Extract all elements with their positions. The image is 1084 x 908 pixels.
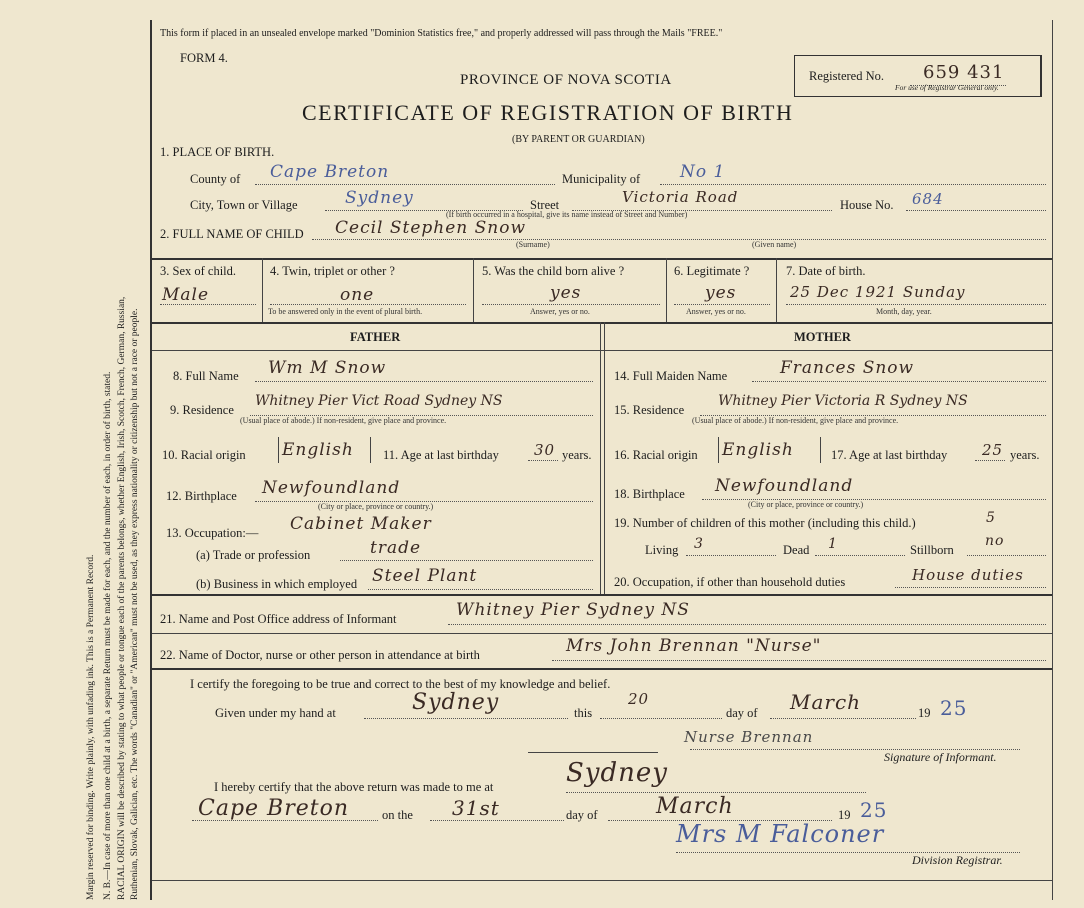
doctor-value: Mrs John Brennan "Nurse"	[566, 636, 822, 656]
house-no-label: House No.	[840, 198, 894, 212]
county-value: Cape Breton	[270, 162, 390, 182]
father-birthplace-note: (City or place, province or country.)	[318, 502, 434, 511]
stillborn-value: no	[985, 533, 1005, 549]
given-day-value: 20	[628, 690, 650, 708]
signature-of-informant-label: Signature of Informant.	[884, 750, 997, 764]
date-of-birth-value: 25 Dec 1921 Sunday	[790, 283, 966, 301]
mother-occupation-label: 20. Occupation, if other than household duties	[614, 575, 846, 589]
informant-value: Whitney Pier Sydney NS	[456, 600, 690, 620]
sex-label: 3. Sex of child.	[160, 264, 237, 278]
mother-age-value: 25	[982, 441, 1004, 459]
form-number: FORM 4.	[180, 51, 228, 65]
mother-age-label: 17. Age at last birthday	[831, 448, 948, 462]
day-of-label-2: day of	[566, 808, 598, 822]
mother-name-value: Frances Snow	[780, 358, 915, 378]
mother-residence-note: (Usual place of abode.) If non-resident, give place and province.	[692, 416, 899, 425]
father-business-label: (b) Business in which employed	[196, 577, 358, 591]
father-age-value: 30	[534, 441, 556, 459]
given-place-value: Sydney	[412, 690, 500, 715]
legitimate-note: Answer, yes or no.	[686, 307, 746, 316]
registration-number-box	[794, 55, 1042, 97]
father-heading: FATHER	[350, 330, 401, 344]
doctor-label: 22. Name of Doctor, nurse or other person in attendance at birth	[160, 648, 480, 662]
father-racial-value: English	[282, 440, 354, 460]
registration-year-prefix: 19	[838, 808, 851, 822]
father-residence-value: Whitney Pier Vict Road Sydney NS	[255, 393, 503, 409]
father-age-label: 11. Age at last birthday	[383, 448, 499, 462]
stillborn-label: Stillborn	[910, 543, 954, 557]
registrar-signature: Mrs M Falconer	[676, 820, 885, 848]
informant-label: 21. Name and Post Office address of Informant	[160, 612, 397, 626]
mother-occupation-value: House duties	[912, 566, 1024, 584]
legitimate-value: yes	[705, 283, 737, 303]
certification-text: I certify the foregoing to be true and correct to the best of my knowledge and belief.	[190, 677, 611, 691]
registrar-use-note: For use of Registrar General only.	[895, 83, 999, 92]
house-no-value: 684	[912, 190, 944, 208]
mother-residence-value: Whitney Pier Victoria R Sydney NS	[718, 393, 968, 409]
father-residence-label: 9. Residence	[170, 403, 234, 417]
mother-racial-value: English	[722, 440, 794, 460]
father-business-value: Steel Plant	[372, 566, 478, 586]
living-value: 3	[694, 536, 704, 552]
surname-note: (Surname)	[516, 240, 550, 249]
father-name-label: 8. Full Name	[173, 369, 239, 383]
street-label: Street	[530, 198, 560, 212]
registered-no-label: Registered No.	[809, 69, 884, 83]
page-title: CERTIFICATE OF REGISTRATION OF BIRTH	[302, 100, 794, 125]
living-label: Living	[645, 543, 679, 557]
mother-name-label: 14. Full Maiden Name	[614, 369, 728, 383]
mother-heading: MOTHER	[794, 330, 851, 344]
twin-value: one	[340, 285, 375, 305]
father-trade-value: trade	[370, 538, 422, 558]
father-name-value: Wm M Snow	[268, 358, 387, 378]
registrar-certify-text: I hereby certify that the above return was made to me at	[214, 780, 494, 794]
registration-day-value: 31st	[452, 796, 500, 820]
registration-month-value: March	[656, 794, 734, 819]
municipality-label: Municipality of	[562, 172, 641, 186]
registration-county-value: Cape Breton	[198, 796, 350, 821]
father-occupation-value: Cabinet Maker	[290, 514, 432, 534]
date-of-birth-note: Month, day, year.	[876, 307, 932, 316]
given-year-value: 25	[940, 696, 968, 720]
mother-racial-label: 16. Racial origin	[614, 448, 698, 462]
dead-value: 1	[828, 536, 838, 552]
mother-age-years: years.	[1010, 448, 1040, 462]
dead-label: Dead	[783, 543, 810, 557]
father-birthplace-label: 12. Birthplace	[166, 489, 237, 503]
given-month-value: March	[790, 690, 862, 714]
alive-note: Answer, yes or no.	[530, 307, 590, 316]
mother-birthplace-value: Newfoundland	[715, 476, 854, 496]
twin-note: To be answered only in the event of plural birth.	[268, 307, 423, 316]
child-name-value: Cecil Stephen Snow	[335, 218, 527, 238]
subtitle: (BY PARENT OR GUARDIAN)	[512, 134, 645, 145]
right-border	[1052, 20, 1053, 900]
twin-label: 4. Twin, triplet or other ?	[270, 264, 395, 278]
division-registrar-label: Division Registrar.	[912, 853, 1003, 867]
alive-label: 5. Was the child born alive ?	[482, 264, 625, 278]
city-value: Sydney	[345, 188, 414, 208]
city-label: City, Town or Village	[190, 198, 298, 212]
mother-birthplace-note: (City or place, province or country.)	[748, 500, 864, 509]
county-label: County of	[190, 172, 241, 186]
registration-year-value: 25	[860, 798, 888, 822]
day-of-label: day of	[726, 706, 758, 720]
given-under-label: Given under my hand at	[215, 706, 336, 720]
place-of-birth-heading: 1. PLACE OF BIRTH.	[160, 145, 275, 159]
margin-note-binding: Margin reserved for binding. Write plainly, with unfading ink. This is a Permanent Record.	[86, 554, 96, 900]
given-year-prefix: 19	[918, 706, 931, 720]
margin-note-racial-origin-cont: Ruthenian, Slovak, Galician, etc. The words "Canadian" or "American" must not be used, as they express nationality or citizenship but not a race or people.	[130, 308, 140, 900]
margin-note-multiple-births: N. B.—In case of more than one child at a birth, a separate Return must be made for each, and the number of each, in order of birth, stated.	[103, 371, 113, 900]
on-the-label: on the	[382, 808, 413, 822]
mother-children-label: 19. Number of children of this mother (including this child.)	[614, 516, 916, 530]
informant-signature: Nurse Brennan	[684, 728, 814, 746]
this-label: this	[574, 706, 593, 720]
father-trade-label: (a) Trade or profession	[196, 548, 311, 562]
father-birthplace-value: Newfoundland	[262, 478, 401, 498]
registration-place-value: Sydney	[566, 758, 668, 788]
father-residence-note: (Usual place of abode.) If non-resident, give place and province.	[240, 416, 447, 425]
father-age-years: years.	[562, 448, 592, 462]
margin-note-racial-origin: RACIAL ORIGIN will be described by stating to what people or tongue each of the parents belongs, whether English, Irish, Scotch, French, German, Russian,	[117, 296, 127, 900]
mother-residence-label: 15. Residence	[614, 403, 685, 417]
hospital-note: (If birth occurred in a hospital, give its name instead of Street and Number)	[446, 210, 688, 219]
left-border	[150, 20, 152, 900]
mother-birthplace-label: 18. Birthplace	[614, 487, 685, 501]
legitimate-label: 6. Legitimate ?	[674, 264, 750, 278]
date-of-birth-label: 7. Date of birth.	[786, 264, 866, 278]
province-heading: PROVINCE OF NOVA SCOTIA	[460, 72, 672, 88]
mother-children-value: 5	[986, 510, 996, 526]
alive-value: yes	[550, 283, 582, 303]
father-racial-label: 10. Racial origin	[162, 448, 246, 462]
street-value: Victoria Road	[622, 188, 739, 206]
mail-note: This form if placed in an unsealed envelope marked "Dominion Statistics free," and properly addressed will pass through the Mails "FREE."	[160, 28, 723, 39]
father-occupation-label: 13. Occupation:—	[166, 526, 259, 540]
child-name-label: 2. FULL NAME OF CHILD	[160, 227, 304, 241]
margin-notes	[0, 0, 150, 908]
municipality-value: No 1	[680, 162, 726, 182]
sex-value: Male	[162, 285, 210, 305]
given-name-note: (Given name)	[752, 240, 797, 249]
registered-no-value: 659 431	[923, 62, 1005, 83]
